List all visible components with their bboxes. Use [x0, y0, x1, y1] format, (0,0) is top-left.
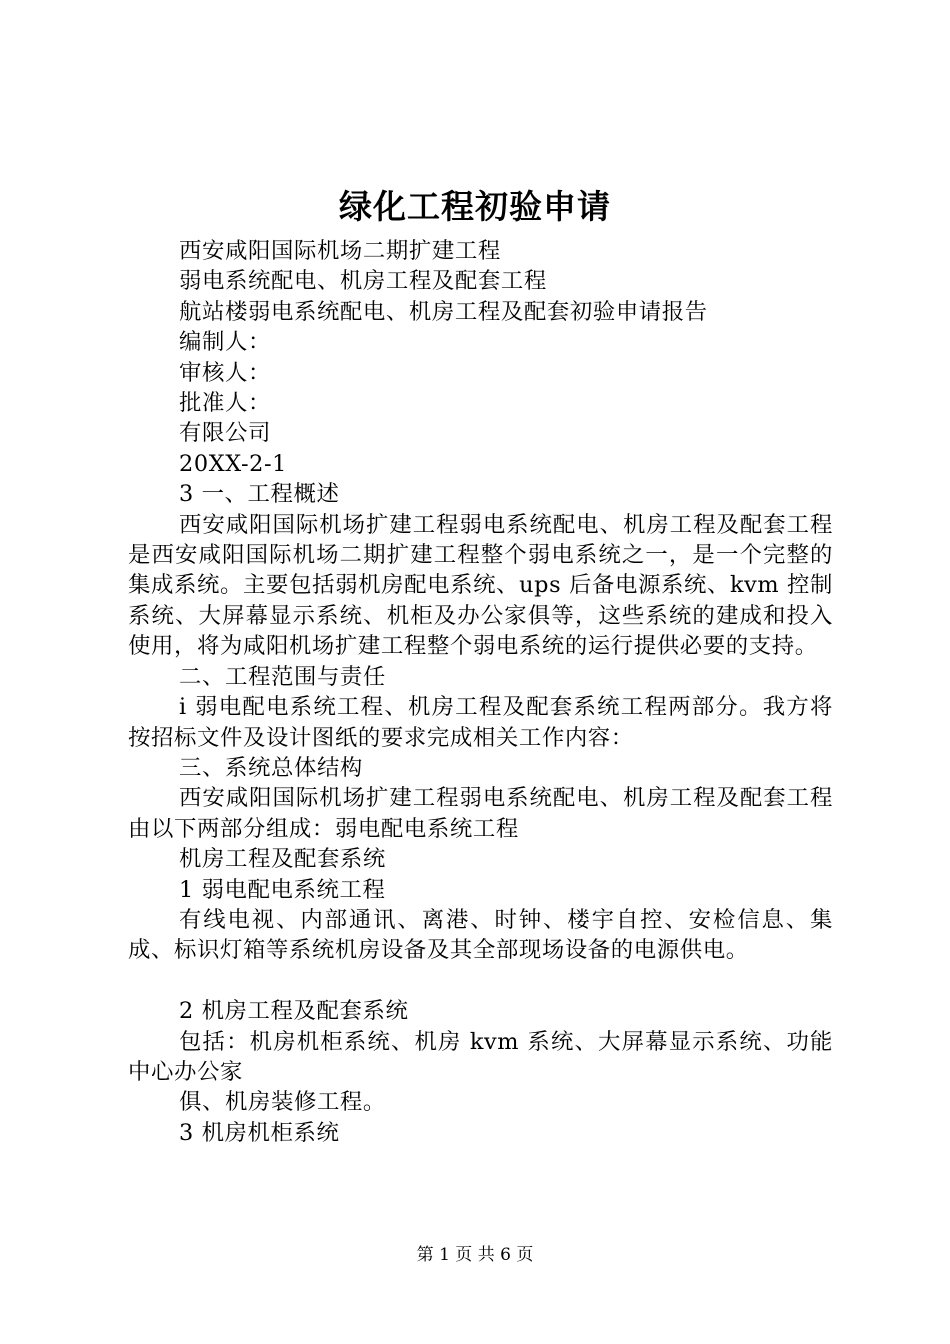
- section-heading: 三、系统总体结构: [179, 754, 363, 781]
- text-line: 审核人：: [179, 359, 271, 386]
- document-body: [128, 236, 833, 1148]
- paragraph: i 弱电配电系统工程、机房工程及配套系统工程两部分。我方将按招标文件及设计图纸的要求完成相关工作内容：: [128, 694, 833, 751]
- paragraph: 有线电视、内部通讯、离港、时钟、楼宇自控、安检信息、集成、标识灯箱等系统机房设备及其全部现场设备的电源供电。: [128, 906, 833, 964]
- subsection-heading: 1 弱电配电系统工程: [179, 876, 386, 903]
- section-heading: 二、工程范围与责任: [179, 663, 386, 690]
- subsection-heading: 2 机房工程及配套系统: [179, 998, 409, 1025]
- paragraph: 西安咸阳国际机场扩建工程弱电系统配电、机房工程及配套工程是西安咸阳国际机场二期扩建工程整个弱电系统之一，是一个完整的集成系统。主要包括弱机房配电系统、ups 后备电源系统、kvm 控制系统、大屏幕显示系统、机柜及办公家俱等，这些系统的建成和投入使用，将为咸阳机场扩建工程整个弱电系统的运行提供必要的支持。: [128, 511, 833, 660]
- section-heading: 3 一、工程概述: [179, 481, 340, 508]
- blank-line: [128, 966, 833, 996]
- text-line: 批准人：: [179, 390, 271, 417]
- date-line: 20XX-2-1: [179, 450, 287, 477]
- paragraph: 包括：机房机柜系统、机房 kvm 系统、大屏幕显示系统、功能中心办公家: [128, 1028, 833, 1085]
- text-line: 俱、机房装修工程。: [179, 1089, 386, 1116]
- paragraph: 西安咸阳国际机场扩建工程弱电系统配电、机房工程及配套工程由以下两部分组成：弱电配电系统工程: [128, 785, 833, 842]
- text-line: 西安咸阳国际机场二期扩建工程: [179, 238, 501, 264]
- text-line: 机房工程及配套系统: [179, 846, 386, 873]
- text-line: 有限公司: [179, 420, 271, 447]
- subsection-heading: 3 机房机柜系统: [179, 1119, 340, 1146]
- document-title: 绿化工程初验申请: [339, 187, 611, 226]
- text-line: 弱电系统配电、机房工程及配套工程: [179, 268, 547, 295]
- page-footer: 第 1 页 共 6 页: [416, 1245, 534, 1265]
- text-line: 编制人：: [179, 329, 271, 356]
- text-line: 航站楼弱电系统配电、机房工程及配套初验申请报告: [179, 298, 708, 325]
